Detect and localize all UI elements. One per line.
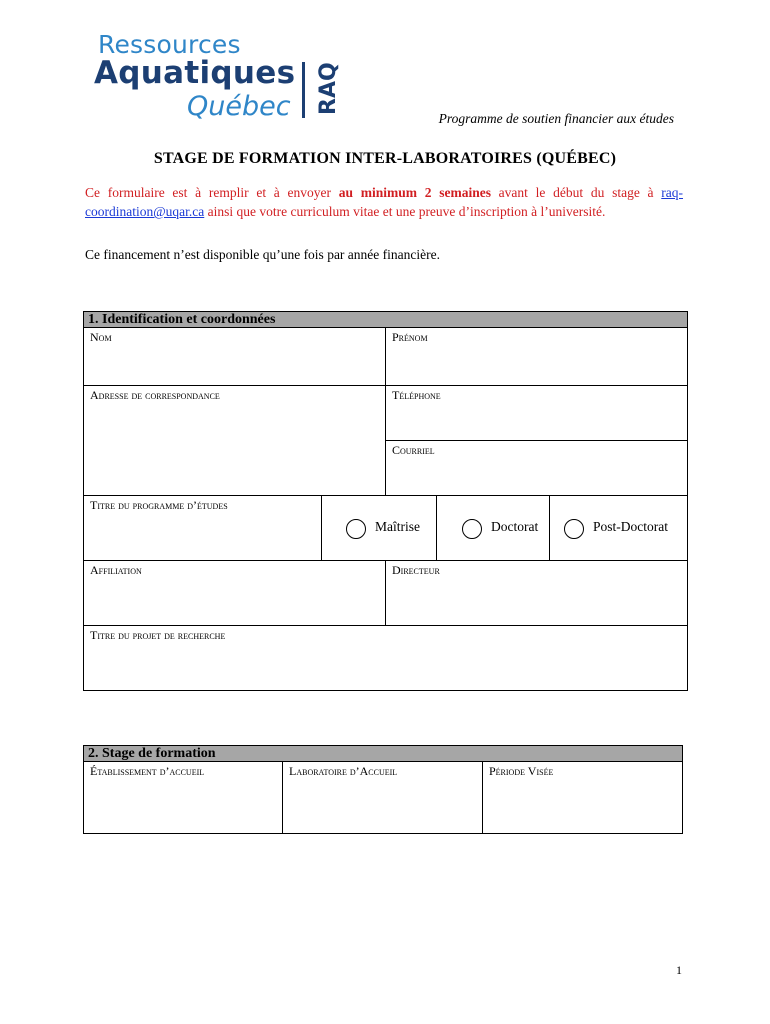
adresse-label: Adresse de correspondance xyxy=(90,388,220,402)
page-title: STAGE DE FORMATION INTER-LABORATOIRES (QUÉBEC) xyxy=(153,150,617,167)
telephone-field[interactable] xyxy=(385,385,688,441)
email-link[interactable]: raq-coordination@uqar.ca xyxy=(85,185,683,219)
titre-projet-field[interactable] xyxy=(83,625,688,691)
affiliation-label: Affiliation xyxy=(90,563,142,577)
section-2-heading: 2. Stage de formation xyxy=(83,745,683,762)
page-number: 1 xyxy=(676,963,682,977)
logo-line-2: Aquatiques xyxy=(94,55,296,91)
periode-field[interactable] xyxy=(482,761,683,834)
funding-note: Ce financement n’est disponible qu’une fois par année financière. xyxy=(85,247,440,262)
laboratoire-field[interactable] xyxy=(282,761,483,834)
courriel-field[interactable] xyxy=(385,440,688,496)
prenom-label: Prénom xyxy=(392,330,428,344)
program-name: Programme de soutien financier aux études xyxy=(438,111,674,126)
intro-paragraph xyxy=(85,183,683,221)
postdoctorat-radio[interactable] xyxy=(564,519,584,539)
raq-logo xyxy=(92,28,352,128)
prenom-field[interactable] xyxy=(385,327,688,386)
nom-label: Nom xyxy=(90,330,112,344)
logo-line-3: Québec xyxy=(187,91,291,122)
maitrise-label: Maîtrise xyxy=(375,519,420,534)
titre-projet-label: Titre du projet de recherche xyxy=(90,628,226,642)
intro-text-3: ainsi que votre curriculum vitae et une preuve d’inscription à l’université. xyxy=(204,204,606,219)
maitrise-radio[interactable] xyxy=(346,519,366,539)
titre-programme-field xyxy=(83,495,322,561)
titre-programme-label: Titre du programme d’études xyxy=(90,498,228,512)
intro-text-1: Ce formulaire est à remplir et à envoyer xyxy=(85,185,339,200)
directeur-label: Directeur xyxy=(392,563,440,577)
adresse-field[interactable] xyxy=(83,385,386,496)
etablissement-label: Établissement d’accueil xyxy=(90,764,205,778)
affiliation-field[interactable] xyxy=(83,560,386,626)
doctorat-radio[interactable] xyxy=(462,519,482,539)
laboratoire-label: Laboratoire d’Accueil xyxy=(289,764,398,778)
section-1-heading: 1. Identification et coordonnées xyxy=(83,311,688,328)
logo-acronym: RAQ xyxy=(316,62,341,115)
intro-deadline: au minimum 2 semaines xyxy=(338,185,491,200)
directeur-field[interactable] xyxy=(385,560,688,626)
nom-field[interactable] xyxy=(83,327,386,386)
logo-divider xyxy=(302,62,305,118)
etablissement-field[interactable] xyxy=(83,761,283,834)
intro-text-2: avant le début du stage à xyxy=(490,185,662,200)
courriel-label: Courriel xyxy=(392,443,435,457)
telephone-label: Téléphone xyxy=(392,388,441,402)
periode-label: Période Visée xyxy=(489,764,554,778)
logo-line-1: Ressources xyxy=(98,30,241,59)
doctorat-label: Doctorat xyxy=(491,519,539,534)
postdoctorat-label: Post-Doctorat xyxy=(593,519,668,534)
